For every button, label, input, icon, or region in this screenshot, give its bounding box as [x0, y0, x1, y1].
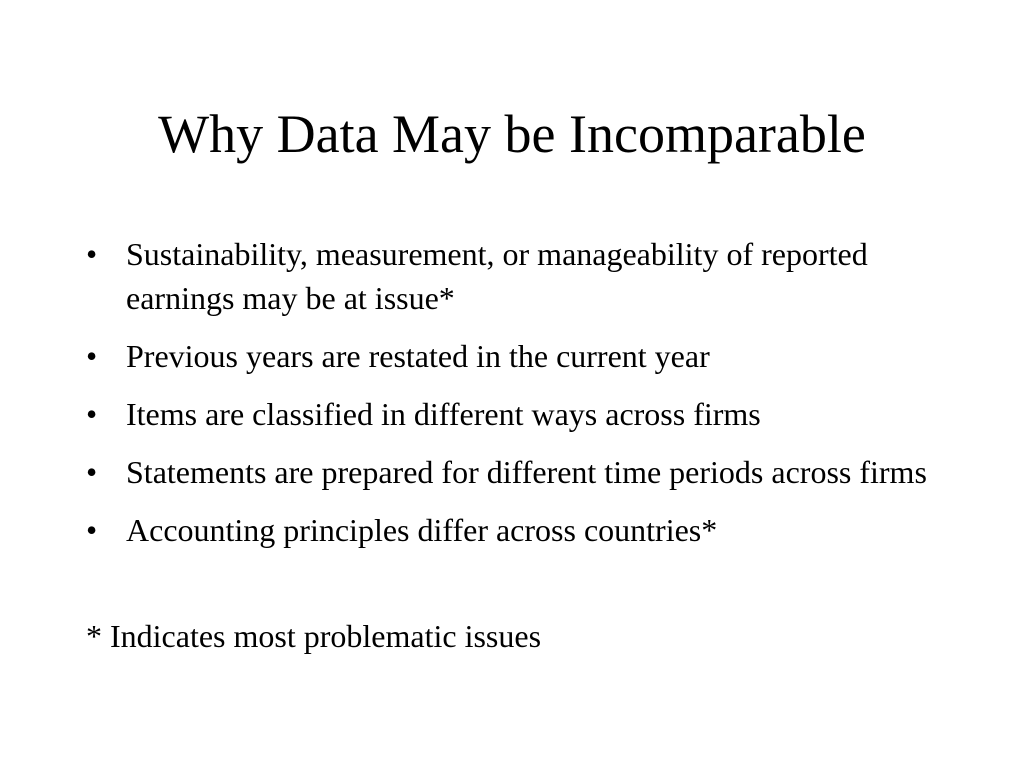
bullet-item: [84, 392, 944, 436]
bullet-marker: •: [86, 454, 98, 490]
bullet-marker: •: [86, 338, 98, 374]
bullet-text: Items are classified in different ways across firms: [126, 396, 761, 432]
bullet-item: [84, 334, 944, 378]
bullet-marker: •: [86, 512, 98, 548]
bullet-item: [84, 232, 944, 320]
bullet-text: Statements are prepared for different time periods across firms: [126, 454, 927, 490]
bullet-marker: •: [86, 396, 98, 432]
bullet-item: [84, 450, 944, 494]
footnote: * Indicates most problematic issues: [86, 618, 542, 654]
bullet-text: Previous years are restated in the current year: [126, 338, 710, 374]
slide-title: Why Data May be Incomparable: [158, 104, 866, 164]
bullet-text: Accounting principles differ across countries*: [126, 512, 718, 548]
bullet-item: [84, 508, 944, 552]
bullet-text: Sustainability, measurement, or manageability of reported earnings may be at issue*: [126, 236, 868, 316]
bullet-marker: •: [86, 236, 98, 272]
bullet-list: [84, 232, 944, 566]
